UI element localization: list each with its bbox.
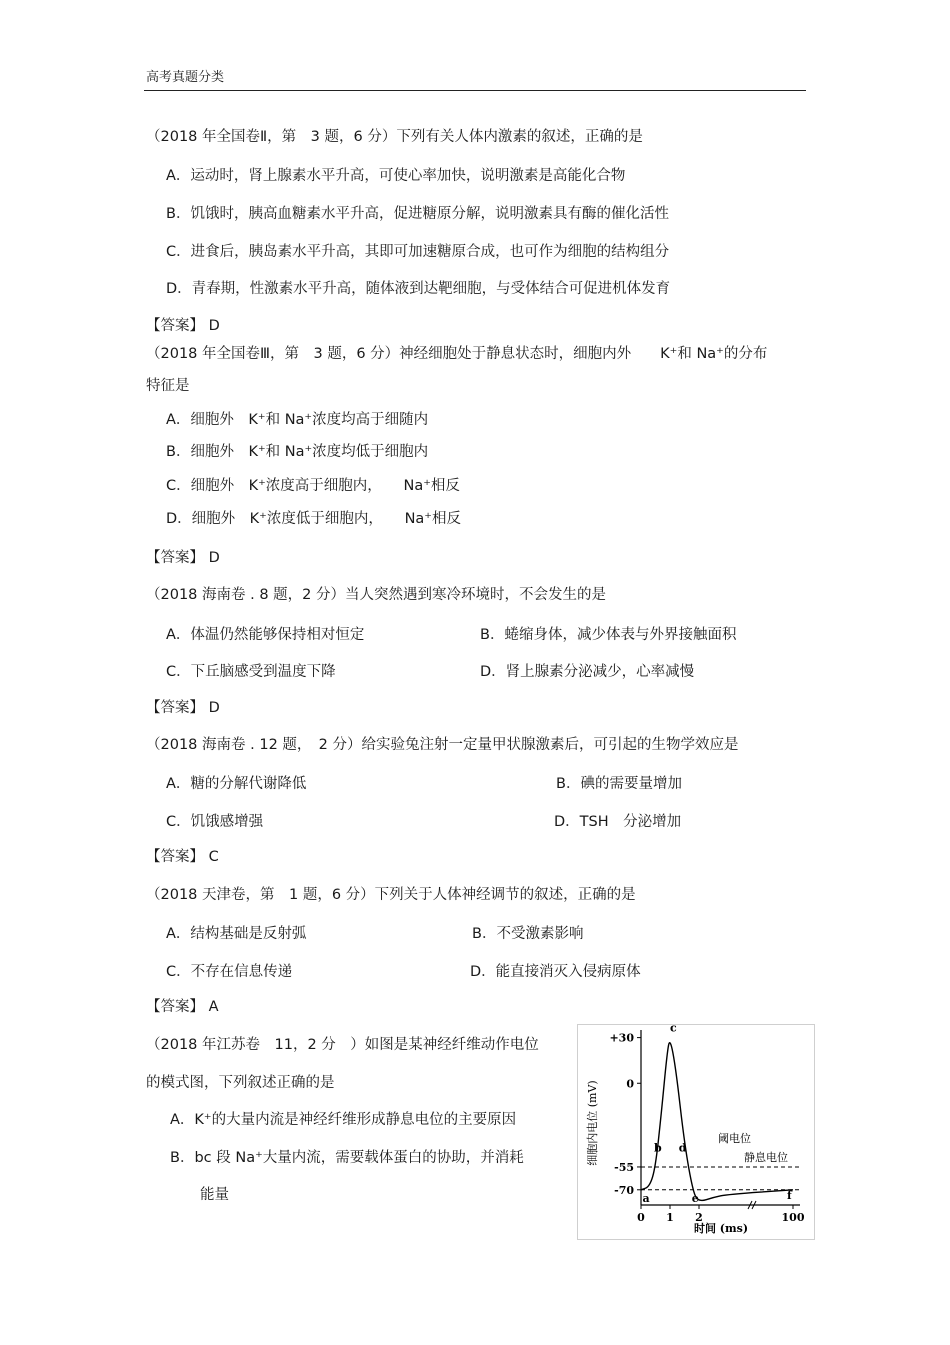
q3-option-d: D．肾上腺素分泌减少，心率减慢 — [480, 664, 695, 680]
resting-label: 静息电位 — [744, 1151, 788, 1164]
y-tick-label: 0 — [626, 1077, 634, 1091]
page-header: 高考真题分类 — [146, 70, 225, 85]
q2-option-c: C．细胞外 K⁺浓度高于细胞内， Na⁺相反 — [166, 478, 460, 494]
q3-stem: （2018 海南卷 . 8 题，2 分）当人突然遇到寒冷环境时，不会发生的是 — [146, 587, 607, 603]
membrane-potential-curve — [641, 1043, 793, 1201]
point-label: b — [654, 1141, 662, 1155]
q5-answer: 【答案】 A — [146, 999, 219, 1015]
q1-option-d: D．青春期，性激素水平升高，随体液到达靶细胞，与受体结合可促进机体发育 — [166, 281, 671, 297]
q6-option-b-line1: B．bc 段 Na⁺大量内流，需要载体蛋白的协助，并消耗 — [170, 1150, 524, 1166]
y-tick-label: -70 — [614, 1183, 634, 1197]
q6-stem-line2: 的模式图，下列叙述正确的是 — [146, 1075, 335, 1091]
q4-answer: 【答案】 C — [146, 849, 219, 865]
q4-stem: （2018 海南卷 . 12 题， 2 分）给实验兔注射一定量甲状腺激素后，可引起的生物学效应是 — [146, 737, 739, 753]
q3-option-a: A．体温仍然能够保持相对恒定 — [166, 627, 365, 643]
q6-stem-line1: （2018 年江苏卷 11，2 分 ）如图是某神经纤维动作电位 — [146, 1037, 539, 1053]
q5-option-b: B．不受激素影响 — [472, 926, 584, 942]
q1-stem: （2018 年全国卷Ⅱ，第 3 题，6 分）下列有关人体内激素的叙述，正确的是 — [146, 129, 643, 145]
q2-answer: 【答案】 D — [146, 550, 220, 566]
x-tick-label: 2 — [695, 1211, 703, 1224]
x-tick-label: 100 — [781, 1211, 805, 1224]
y-tick-label: +30 — [609, 1031, 634, 1045]
q1-option-a: A．运动时，肾上腺素水平升高，可使心率加快，说明激素是高能化合物 — [166, 168, 626, 184]
q4-option-b: B．碘的需要量增加 — [556, 776, 682, 792]
q4-option-c: C．饥饿感增强 — [166, 814, 264, 830]
point-label: a — [642, 1191, 650, 1205]
x-axis-label: 时间 (ms) — [693, 1222, 749, 1235]
q2-option-b: B．细胞外 K⁺和 Na⁺浓度均低于细胞内 — [166, 444, 429, 460]
q3-option-c: C．下丘脑感受到温度下降 — [166, 664, 336, 680]
q4-option-a: A．糖的分解代谢降低 — [166, 776, 307, 792]
q2-stem-line1: （2018 年全国卷Ⅲ，第 3 题，6 分）神经细胞处于静息状态时，细胞内外 K⁺和 Na⁺的分布 — [146, 346, 768, 362]
q1-answer: 【答案】 D — [146, 318, 220, 334]
q2-option-a: A．细胞外 K⁺和 Na⁺浓度均高于细随内 — [166, 412, 429, 428]
q4-option-d: D．TSH 分泌增加 — [554, 814, 682, 830]
point-label: e — [691, 1191, 699, 1205]
y-tick-label: -55 — [614, 1160, 634, 1174]
q5-stem: （2018 天津卷，第 1 题，6 分）下列关于人体神经调节的叙述，正确的是 — [146, 887, 636, 903]
header-rule — [144, 90, 806, 91]
q1-option-b: B．饥饿时，胰高血糖素水平升高，促进糖原分解，说明激素具有酶的催化活性 — [166, 206, 669, 222]
q2-stem-line2: 特征是 — [146, 378, 190, 394]
x-tick-label: 0 — [637, 1211, 645, 1224]
action-potential-chart — [578, 1025, 814, 1239]
q3-answer: 【答案】 D — [146, 700, 220, 716]
q5-option-c: C．不存在信息传递 — [166, 964, 293, 980]
point-label: f — [787, 1188, 792, 1202]
q6-option-b-line2: 能量 — [200, 1187, 229, 1203]
q5-option-d: D．能直接消灭入侵病原体 — [470, 964, 641, 980]
q1-option-c: C．进食后，胰岛素水平升高，其即可加速糖原合成，也可作为细胞的结构组分 — [166, 244, 670, 260]
action-potential-figure — [577, 1024, 815, 1240]
q5-option-a: A．结构基础是反射弧 — [166, 926, 307, 942]
q6-option-a: A．K⁺的大量内流是神经纤维形成静息电位的主要原因 — [170, 1112, 517, 1128]
y-axis-label: 细胞内电位 (mV) — [586, 1080, 599, 1166]
point-label: c — [670, 1025, 677, 1035]
point-label: d — [678, 1141, 687, 1155]
q2-option-d: D．细胞外 K⁺浓度低于细胞内， Na⁺相反 — [166, 511, 461, 527]
threshold-label: 阈电位 — [718, 1132, 751, 1145]
x-tick-label: 1 — [666, 1211, 674, 1224]
q3-option-b: B．蜷缩身体，减少体表与外界接触面积 — [480, 627, 737, 643]
